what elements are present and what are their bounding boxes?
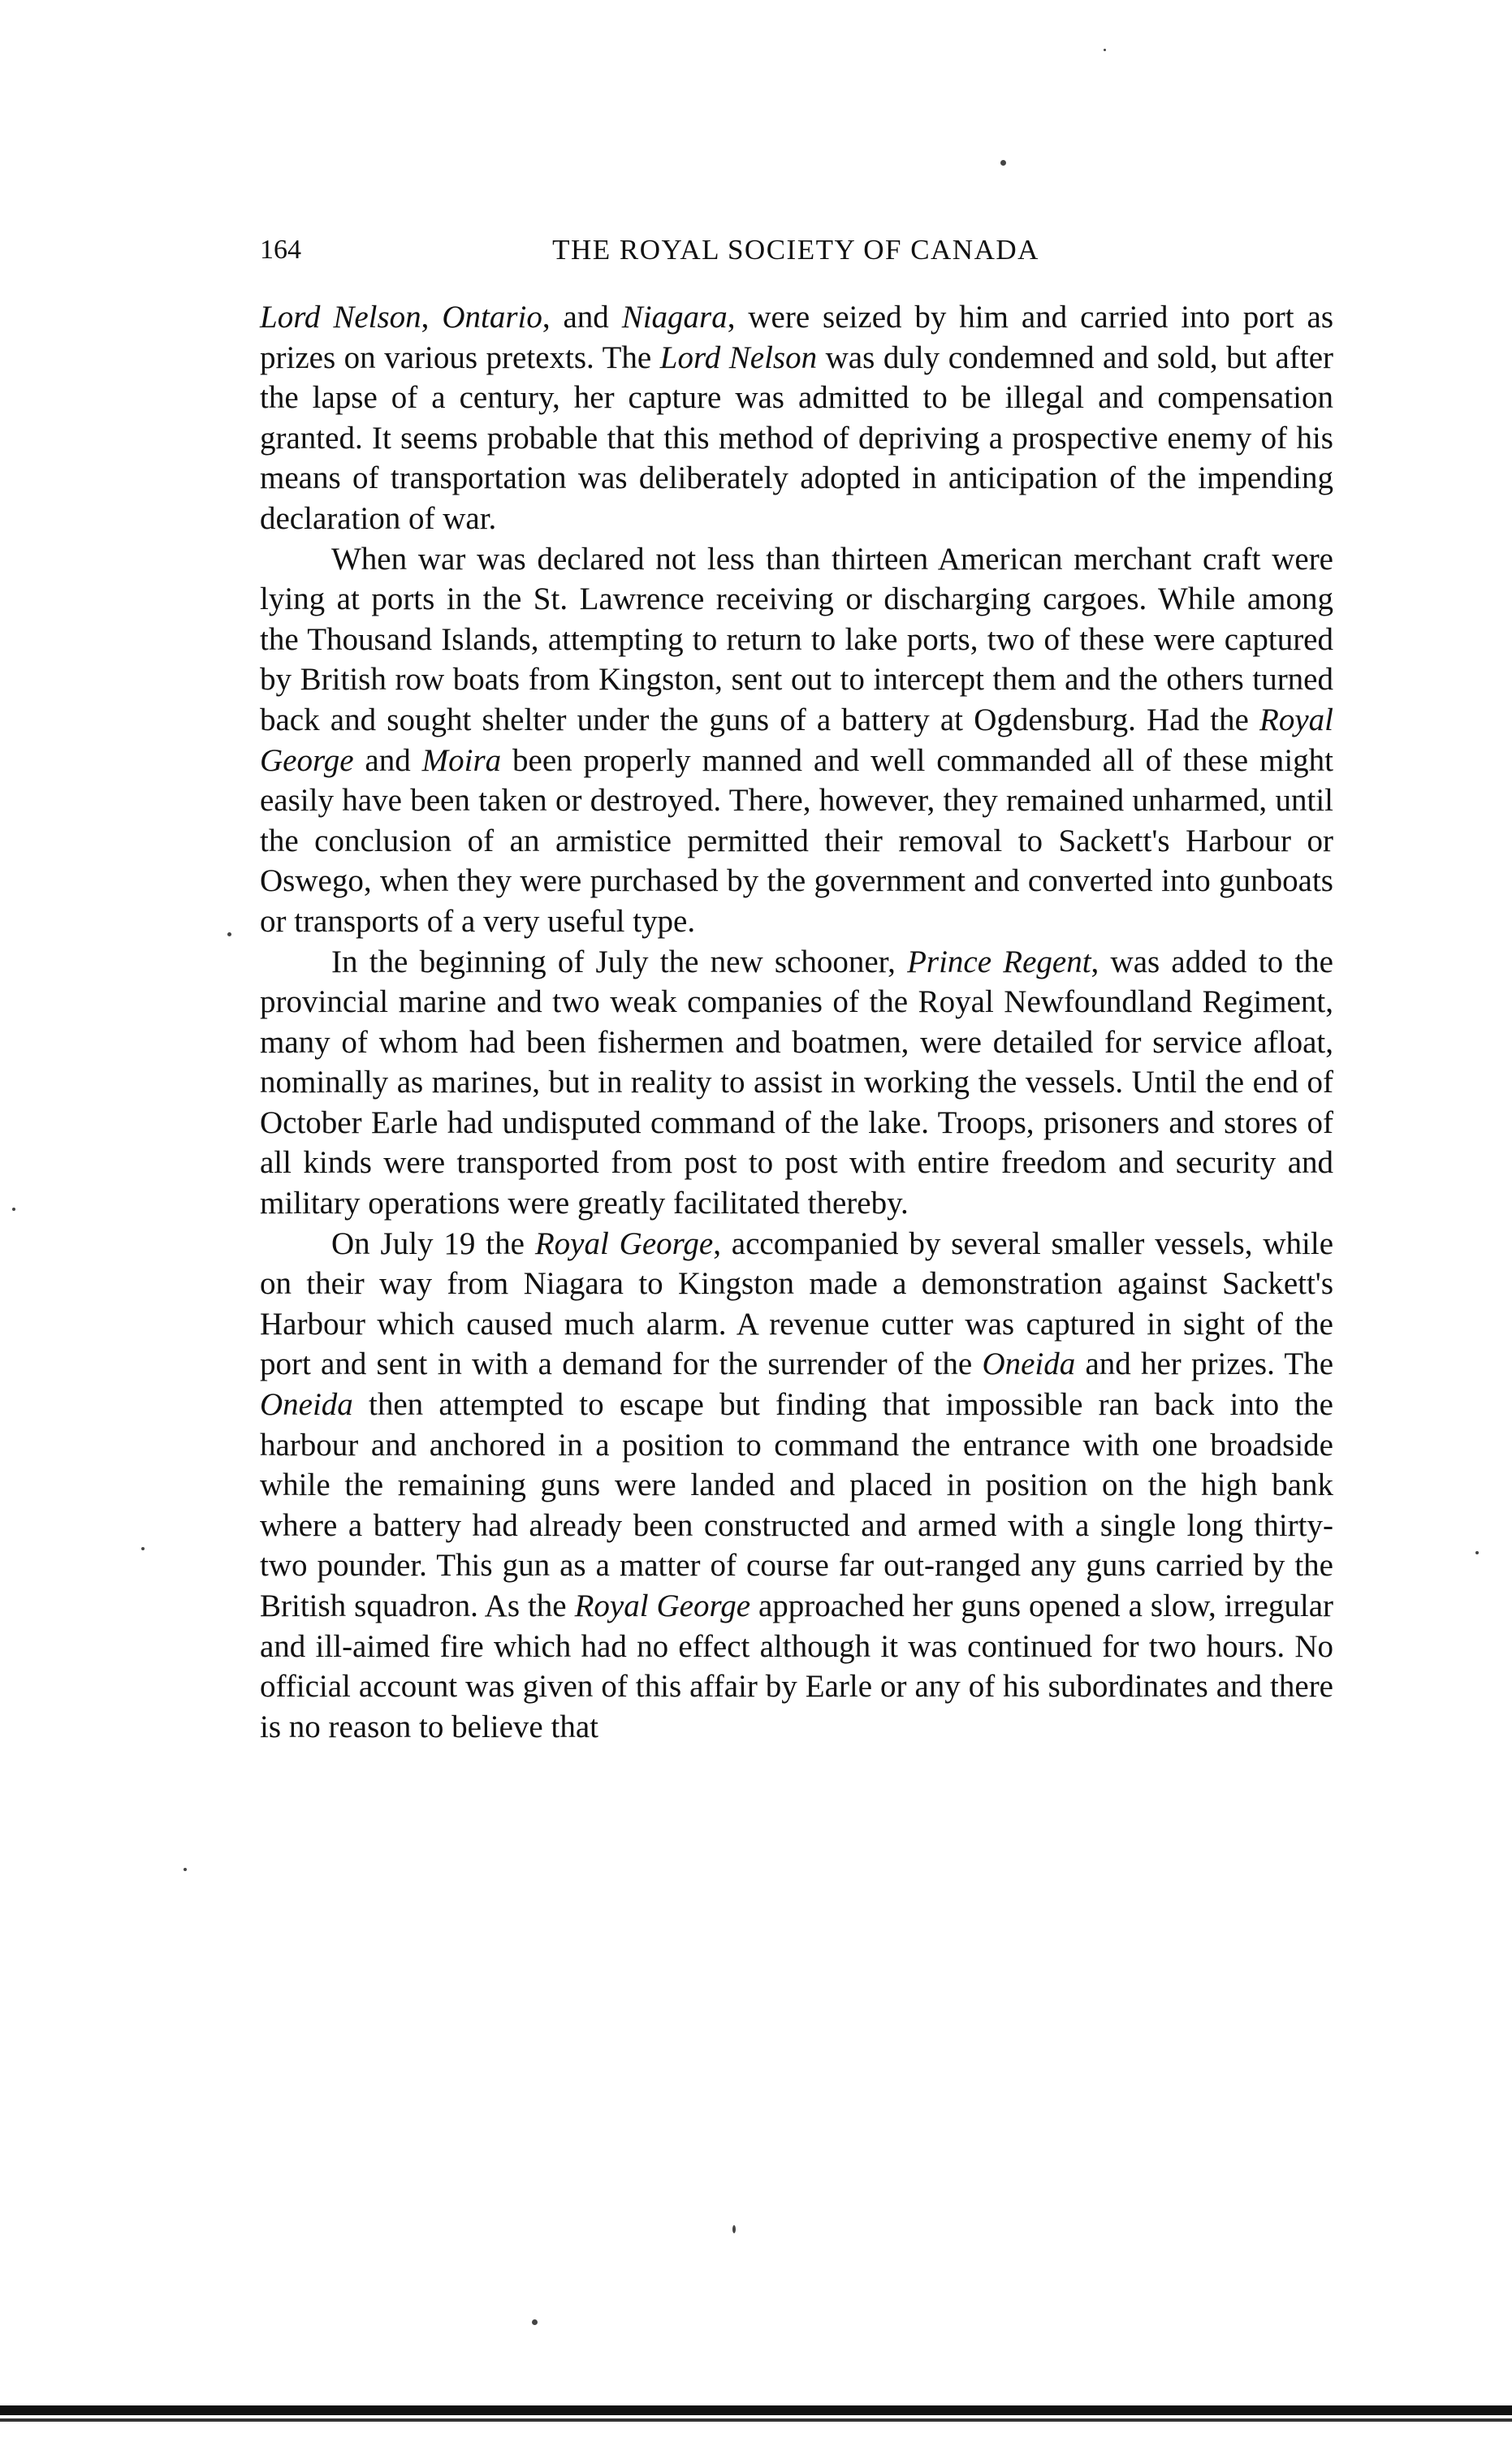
- running-title: THE ROYAL SOCIETY OF CANADA: [552, 234, 1039, 266]
- text-run: was duly condemned and sold, but after the lapse of a century, her capture was admitted to be illegal and compensation granted. It seems probable that this method of depriving a prospective enemy of his means of transportation was deliberately adopted in anticipation of the impending declaration of war.: [260, 339, 1333, 536]
- ship-name: Prince Regent: [907, 944, 1091, 979]
- paragraph-2: [260, 539, 1333, 942]
- body-text: [260, 297, 1333, 1747]
- ship-name: Ontario: [442, 300, 542, 335]
- text-run: On July 19 the: [331, 1225, 535, 1261]
- paragraph-1: [260, 297, 1333, 539]
- text-run: and her prizes. The: [1075, 1346, 1333, 1382]
- text-run: , was added to the provincial marine and two weak companies of the Royal Newfoundland Regiment, many of whom had been fishermen and boatmen, were detailed for service afloat, nominally as marines, but in reality to assist in working the vessels. Until the end of October Earle had undisputed command of the lake. Troops, prisoners and stores of all kinds were transported from post to post with entire freedom and security and military operations were greatly facilitated thereby.: [260, 944, 1333, 1221]
- ship-name: Royal George: [260, 702, 1333, 778]
- scan-speck: [12, 1208, 15, 1211]
- text-run: , were seized by him and carried into port as prizes on various pretexts. The: [260, 300, 1334, 375]
- ship-name: Oneida: [260, 1387, 353, 1423]
- ship-name: Royal George: [574, 1588, 751, 1623]
- ship-name: Royal George: [534, 1225, 714, 1261]
- text-run: approached her guns opened a slow, irregular and ill-aimed fire which had no effect although it was continued for two hours. No official account was given of this affair by Earle or any of his subordinates and there is no reason to believe that: [260, 1588, 1334, 1744]
- text-run: then attempted to escape but finding that impossible ran back into the harbour and anchored in a position to command the entrance with one broadside while the remaining guns were landed and placed in position on the high bank where a battery had already been constructed and armed with a single long thirty-two pounder. This gun as a matter of course far out-ranged any guns carried by the British squadron. As the: [260, 1387, 1333, 1623]
- ship-name: Lord Nelson: [659, 339, 818, 375]
- text-run: In the beginning of July the new schooner,: [331, 944, 908, 979]
- scan-speck: [227, 932, 231, 936]
- scan-speck: [184, 1868, 187, 1871]
- scan-edge-rule: [0, 2418, 1512, 2422]
- scan-speck: [1104, 49, 1106, 51]
- text-run: been properly manned and well commanded all of these might easily have been taken or destroyed. There, however, they remained unharmed, until the conclusion of an armistice permitted their removal to Sackett's Harbour or Oswego, when they were purchased by the government and converted into gunboats or transports of a very useful type.: [260, 742, 1333, 939]
- scan-speck: [732, 2225, 736, 2233]
- text-run: When war was declared not less than thirteen American merchant craft were lying at ports in the St. Lawrence receiving or discharging cargoes. While among the Thousand Islands, attempting to return to lake ports, two of these were captured by British row boats from Kingston, sent out to intercept them and the others turned back and sought shelter under the guns of a battery at Ogdensburg. Had the: [260, 541, 1333, 737]
- page-header: [260, 227, 1332, 273]
- text-run: and: [353, 742, 422, 778]
- scan-speck: [532, 2319, 538, 2325]
- scan-speck: [1475, 1551, 1479, 1554]
- scan-speck: [1000, 160, 1006, 166]
- ship-name: Oneida: [982, 1346, 1076, 1382]
- text-run: , accompanied by several smaller vessels, while on their way from Niagara to Kingston made a demonstration against Sackett's Harbour which caused much alarm. A revenue cutter was captured in sight of the port and sent in with a demand for the surrender of the: [260, 1225, 1334, 1382]
- ship-name: Niagara: [621, 300, 728, 335]
- text-run: , and: [542, 300, 622, 335]
- ship-name: Lord Nelson: [260, 300, 421, 335]
- scan-speck: [141, 1547, 145, 1550]
- scan-edge-rule: [0, 2405, 1512, 2415]
- paragraph-4: [260, 1224, 1333, 1748]
- ship-name: Moira: [421, 742, 502, 778]
- page-number: 164: [260, 235, 301, 265]
- paragraph-3: [260, 942, 1333, 1224]
- text-run: ,: [421, 300, 443, 335]
